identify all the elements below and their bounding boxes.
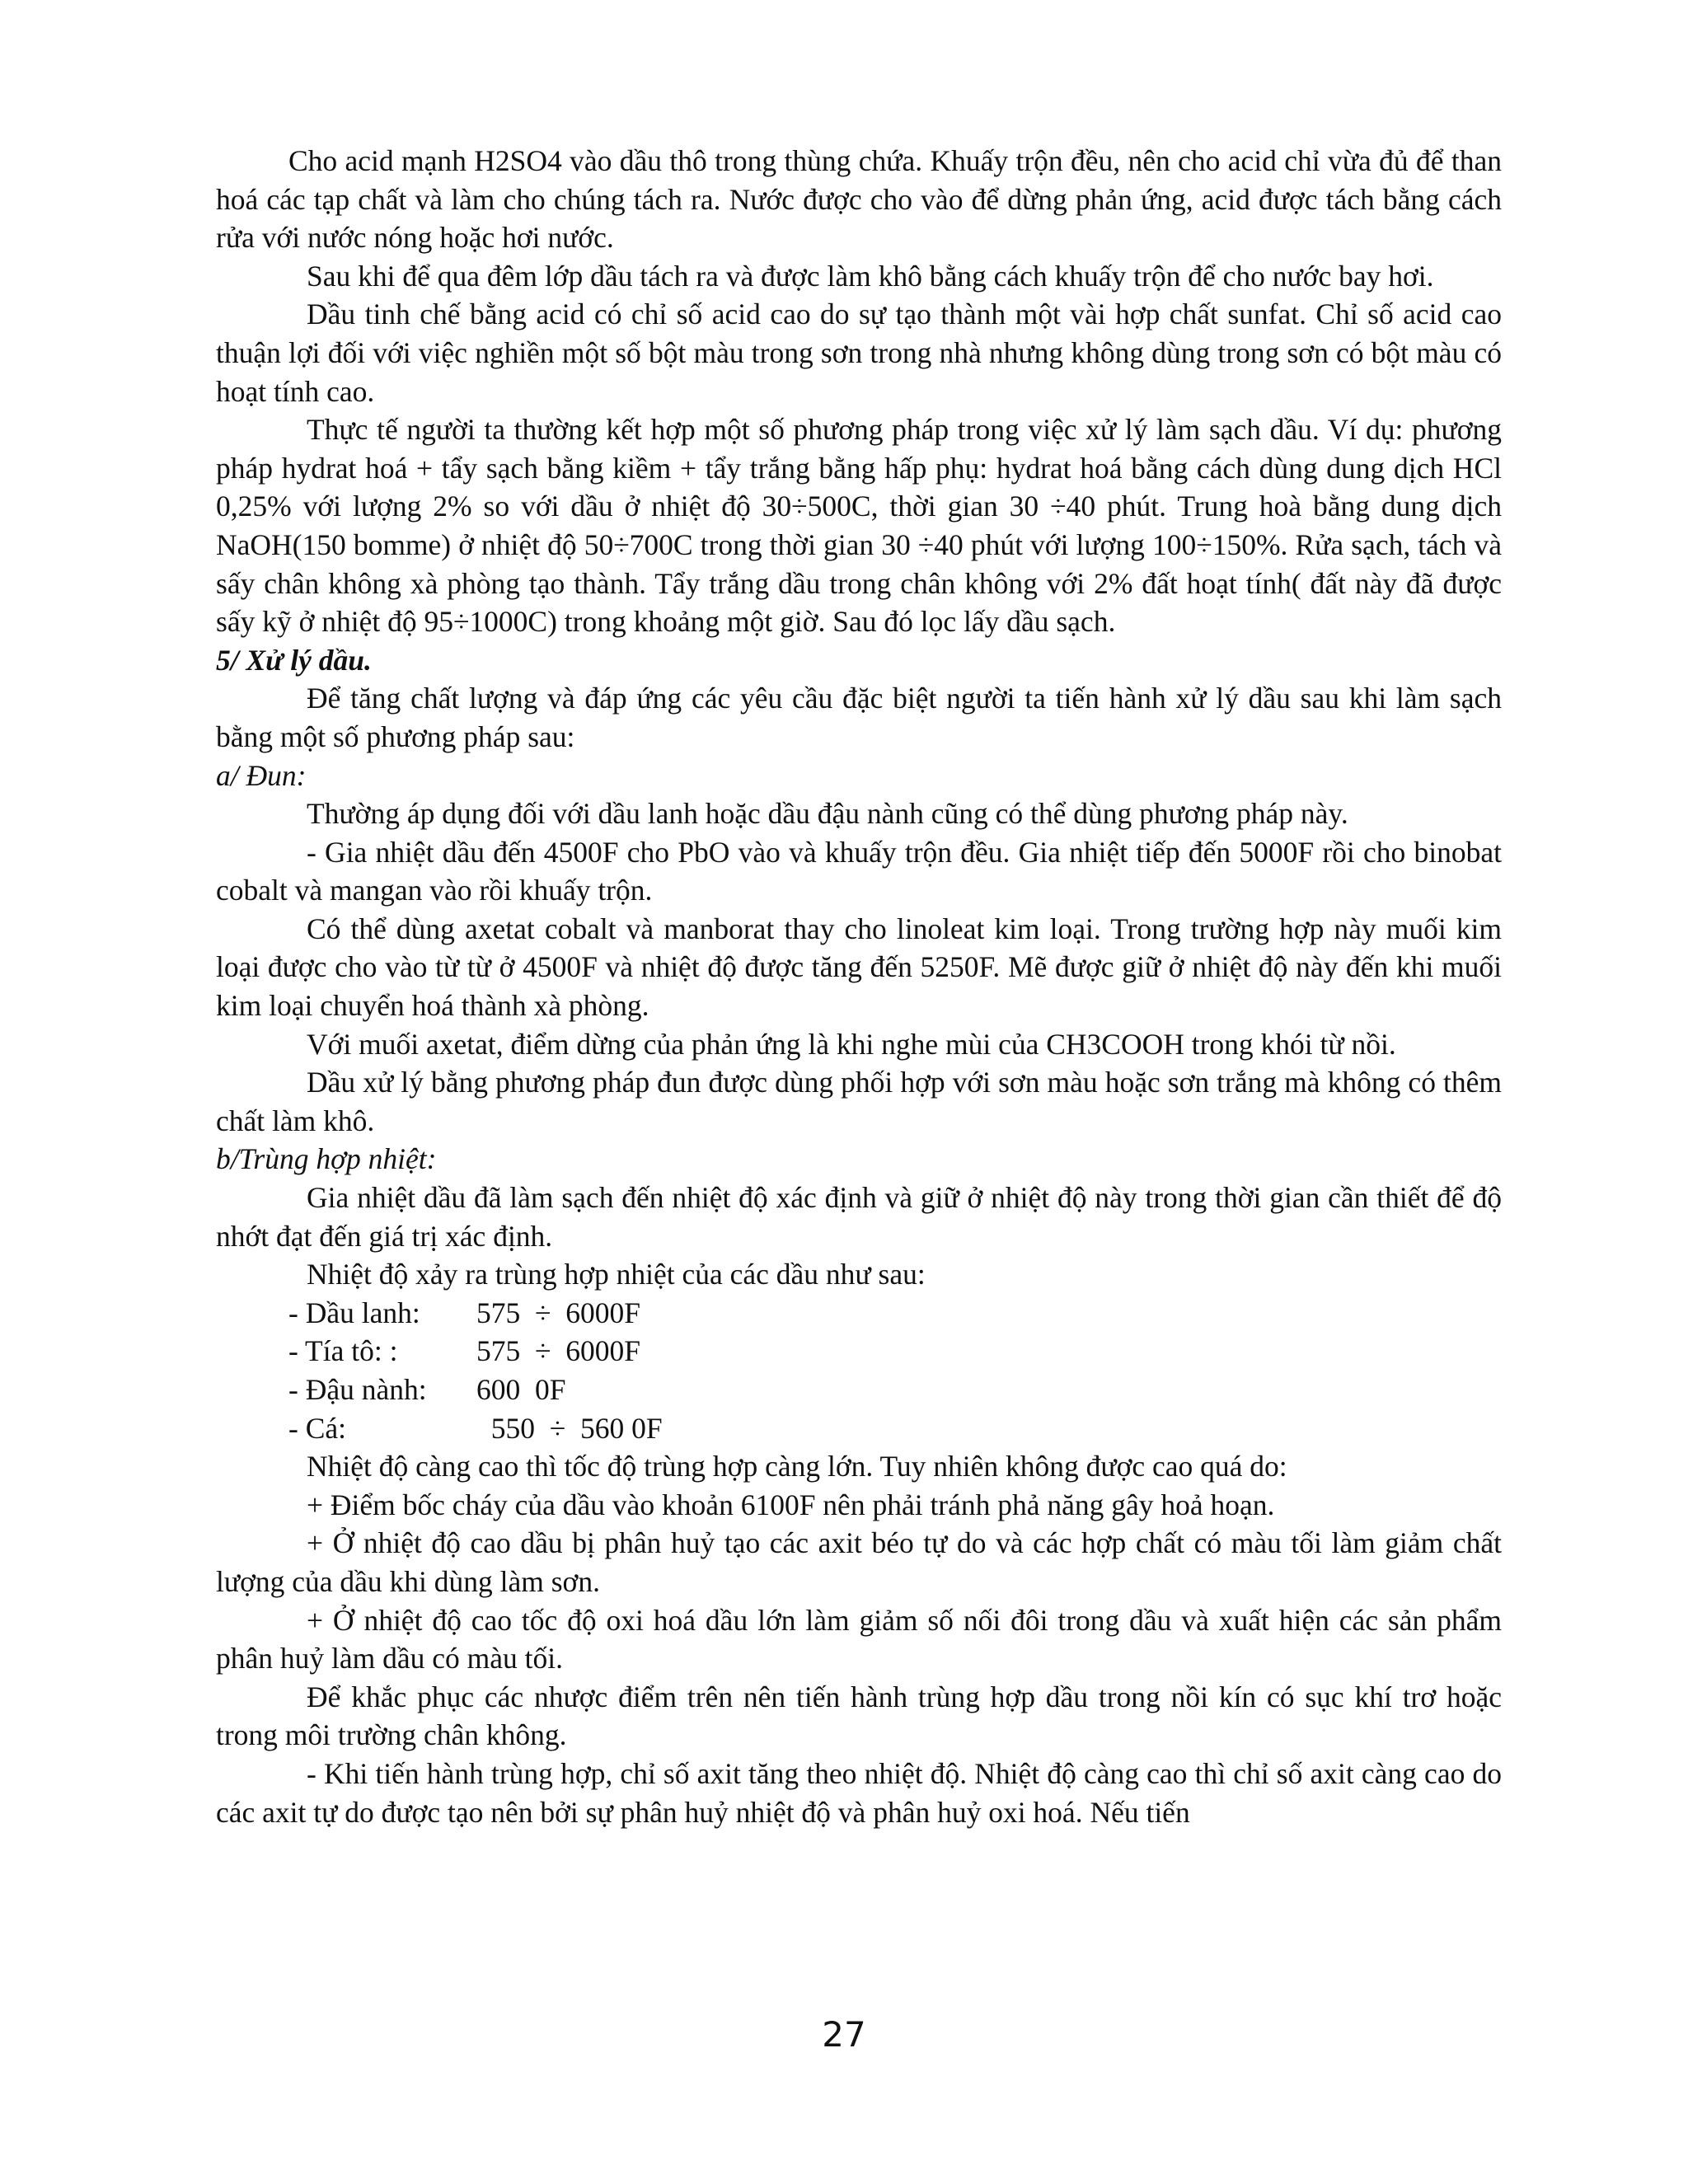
oil-name: - Đậu nành: bbox=[288, 1373, 427, 1406]
list-item bbox=[216, 1409, 1502, 1448]
paragraph-polymerization-intro: Gia nhiệt dầu đã làm sạch đến nhiệt độ xác định và giữ ở nhiệt độ này trong thời gian cần thiết để độ nhớt đạt đến giá trị xác định. bbox=[216, 1181, 1502, 1253]
paragraph-boiling-5: Dầu xử lý bằng phương pháp đun được dùng phối hợp với sơn màu hoặc sơn trắng mà không có thêm chất làm khô. bbox=[216, 1066, 1502, 1137]
oil-temperature: 600 0F bbox=[476, 1373, 566, 1406]
paragraph-section-intro: Để tăng chất lượng và đáp ứng các yêu cầu đặc biệt người ta tiến hành xử lý dầu sau khi làm sạch bằng một số phương pháp sau: bbox=[216, 682, 1502, 753]
paragraph-boiling-2: - Gia nhiệt dầu đến 4500F cho PbO vào và khuấy trộn đều. Gia nhiệt tiếp đến 5000F rồi cho binobat cobalt và mangan vào rồi khuấy trộn. bbox=[216, 835, 1502, 907]
subheading-thermal-polymerization: b/Trùng hợp nhiệt: bbox=[216, 1142, 437, 1176]
oil-name: - Cá: bbox=[288, 1411, 346, 1445]
oil-temperature: 575 ÷ 6000F bbox=[476, 1296, 640, 1329]
section-heading-oil-processing: 5/ Xử lý dầu. bbox=[216, 643, 372, 677]
oil-name: - Tía tô: : bbox=[288, 1334, 398, 1368]
paragraph-boiling-3: Có thể dùng axetat cobalt và manborat thay cho linoleat kim loại. Trong trường hợp này muối kim loại được cho vào từ từ ở 4500F và nhiệt độ được tăng đến 5250F. Mẽ được giữ ở nhiệt độ này đến khi muối kim loại chuyển hoá thành xà phòng. bbox=[216, 912, 1502, 1023]
paragraph-drying: Sau khi để qua đêm lớp dầu tách ra và được làm khô bằng cách khuấy trộn để cho nước bay hơi. bbox=[307, 259, 1434, 293]
oil-temperature: 550 ÷ 560 0F bbox=[476, 1411, 663, 1445]
paragraph-acid-index-rise: - Khi tiến hành trùng hợp, chỉ số axit tăng theo nhiệt độ. Nhiệt độ càng cao thì chỉ số axit càng cao do các axit tự do được tạo nên bởi sự phân huỷ nhiệt độ và phân huỷ oxi hoá. Nếu tiến bbox=[216, 1756, 1502, 1829]
paragraph-boiling-1: Thường áp dụng đối với dầu lanh hoặc dầu đậu nành cũng có thể dùng phương pháp này. bbox=[307, 797, 1348, 831]
oil-temperature-list bbox=[216, 1294, 1502, 1447]
paragraph-point-2: + Ở nhiệt độ cao dầu bị phân huỷ tạo các axit béo tự do và các hợp chất có màu tối làm giảm chất lượng của dầu khi dùng làm sơn. bbox=[216, 1526, 1502, 1598]
oil-name: - Dầu lanh: bbox=[288, 1296, 420, 1329]
list-item bbox=[216, 1332, 1502, 1371]
paragraph-temperature-note: Nhiệt độ càng cao thì tốc độ trùng hợp càng lớn. Tuy nhiên không được cao quá do: bbox=[307, 1450, 1287, 1483]
paragraph-point-1: + Điểm bốc cháy của dầu vào khoản 6100F nên phải tránh phả năng gây hoả hoạn. bbox=[307, 1488, 1275, 1521]
paragraph-list-intro: Nhiệt độ xảy ra trùng hợp nhiệt của các dầu như sau: bbox=[307, 1258, 926, 1291]
page-number: 27 bbox=[822, 2014, 866, 2055]
subheading-boiling: a/ Đun: bbox=[216, 758, 307, 792]
paragraph-acid-treatment: Cho acid mạnh H2SO4 vào dầu thô trong thùng chứa. Khuấy trộn đều, nên cho acid chỉ vừa đủ để than hoá các tạp chất và làm cho chúng tách ra. Nước được cho vào để dừng phản ứng, acid được tách bằng cách rửa với nước nóng hoặc hơi nước. bbox=[216, 144, 1502, 255]
paragraph-acid-index: Dầu tinh chế bằng acid có chỉ số acid cao do sự tạo thành một vài hợp chất sunfat. Chỉ số acid cao thuận lợi đối với việc nghiền một số bột màu trong sơn trong nhà nhưng không dùng trong sơn có bột màu có hoạt tính cao. bbox=[216, 298, 1502, 408]
paragraph-remedy: Để khắc phục các nhược điểm trên nên tiến hành trùng hợp dầu trong nồi kín có sục khí trơ hoặc trong môi trường chân không. bbox=[216, 1680, 1502, 1752]
paragraph-combined-methods: Thực tế người ta thường kết hợp một số phương pháp trong việc xử lý làm sạch dầu. Ví dụ: phương pháp hydrat hoá + tẩy sạch bằng kiềm + tẩy trắng bằng hấp phụ: hydrat hoá bằng cách dùng dung dịch HCl 0,25% với lượng 2% so với dầu ở nhiệt độ 30÷500C, thời gian 30 ÷40 phút. Trung hoà bằng dung dịch NaOH(150 bomme) ở nhiệt độ 50÷700C trong thời gian 30 ÷40 phút với lượng 100÷150%. Rửa sạch, tách và sấy chân không xà phòng tạo thành. Tẩy trắng dầu trong chân không với 2% đất hoạt tính( đất này đã được sấy kỹ ở nhiệt độ 95÷1000C) trong khoảng một giờ. Sau đó lọc lấy dầu sạch. bbox=[216, 413, 1502, 639]
list-item bbox=[216, 1294, 1502, 1333]
oil-temperature: 575 ÷ 6000F bbox=[476, 1334, 640, 1368]
paragraph-boiling-4: Với muối axetat, điểm dừng của phản ứng là khi nghe mùi của CH3COOH trong khói từ nồi. bbox=[307, 1027, 1396, 1061]
list-item bbox=[216, 1371, 1502, 1409]
page-body bbox=[216, 142, 1502, 1831]
paragraph-point-3: + Ở nhiệt độ cao tốc độ oxi hoá dầu lớn làm giảm số nối đôi trong dầu và xuất hiện các sản phẩm phân huỷ làm dầu có màu tối. bbox=[216, 1603, 1502, 1675]
